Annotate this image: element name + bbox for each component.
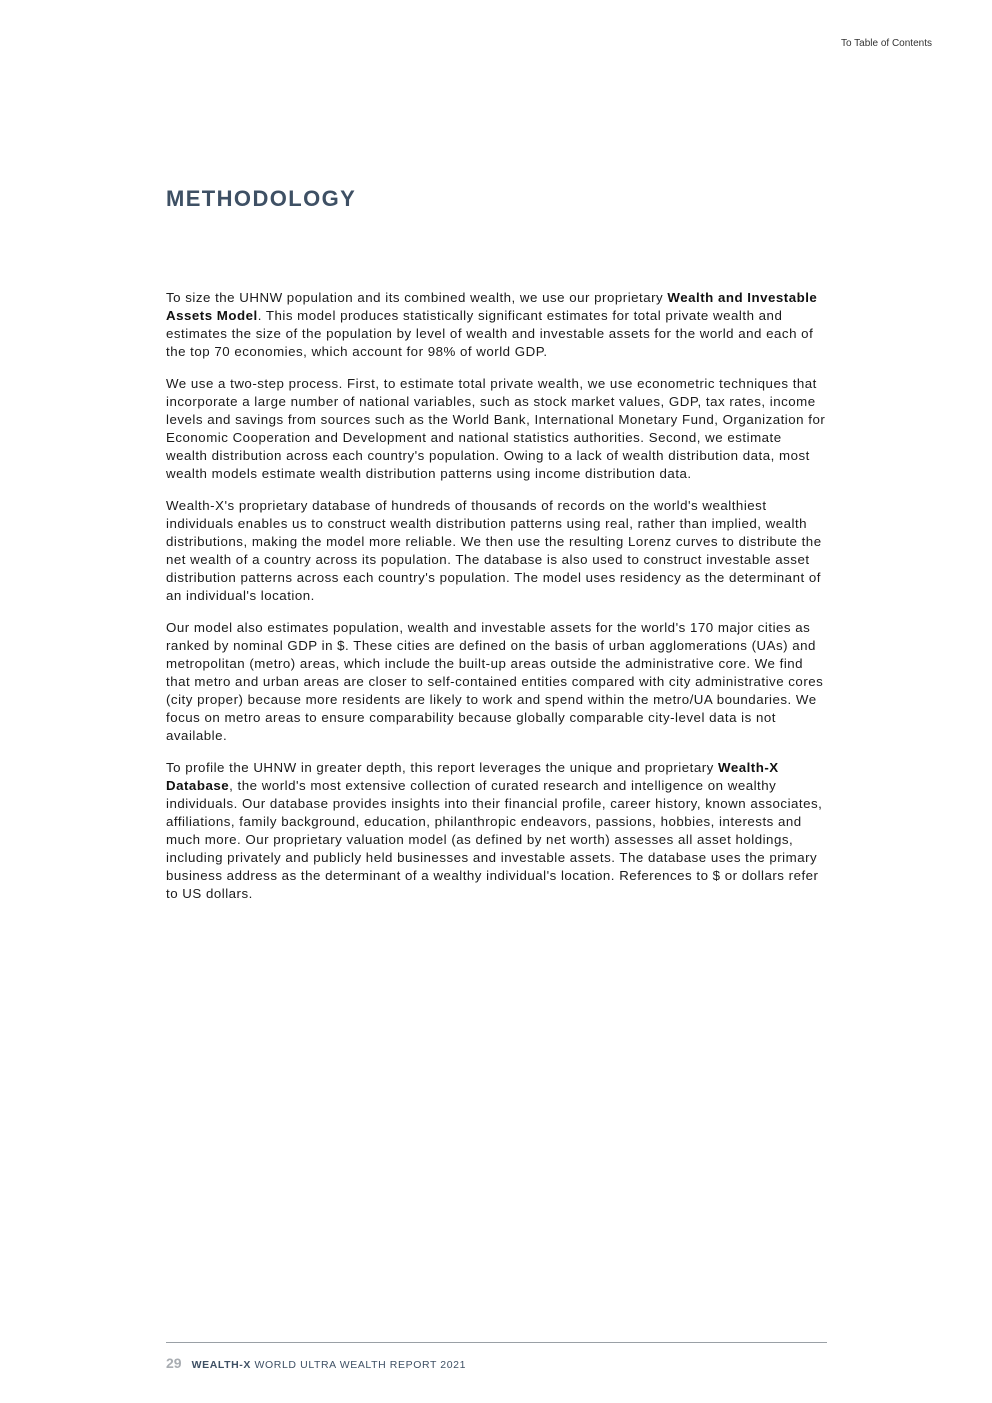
- paragraph-text: , the world's most extensive collection of curated research and intelligence on wealthy individuals. Our database provides insights into their financial profile, career history, known associates, affiliations, family background, education, philanthropic endeavors, passions, hobbies, interests and much more. Our proprietary valuation model (as defined by net worth) assesses all asset holdings, including privately and publicly held businesses and investable assets. The database uses the primary business address as the determinant of a wealthy individual's location. References to $ or dollars refer to US dollars.: [166, 778, 823, 901]
- paragraph-text: To size the UHNW population and its combined wealth, we use our proprietary: [166, 290, 668, 305]
- brand-name: WEALTH-X: [191, 1359, 252, 1371]
- footer: [166, 1355, 466, 1371]
- footer-divider: [166, 1342, 827, 1343]
- page-title: METHODOLOGY: [166, 186, 357, 211]
- paragraph-two-step-process: We use a two-step process. First, to estimate total private wealth, we use econometric techniques that incorporate a large number of national variables, such as stock market values, GDP, tax rates, income levels and savings from sources such as the World Bank, International Monetary Fund, Organization for Economic Cooperation and Development and national statistics authorities. Second, we estimate wealth distribution across each country's population. Owing to a lack of wealth distribution data, most wealth models estimate wealth distribution patterns using income distribution data.: [166, 376, 826, 481]
- paragraph-wealth-model: [166, 289, 826, 361]
- paragraph-uhnw-profile: [166, 759, 826, 903]
- paragraph-major-cities: Our model also estimates population, wealth and investable assets for the world's 170 major cities as ranked by nominal GDP in $. These cities are defined on the basis of urban agglomerations (UAs) and metropolitan (metro) areas, which include the built-up areas outside the administrative core. We find that metro and urban areas are closer to self-contained entities compared with city administrative cores (city proper) because more residents are likely to work and spend within the metro/UA boundaries. We focus on metro areas to ensure comparability because globally comparable city-level data is not available.: [166, 620, 824, 743]
- paragraph-database-distribution: Wealth-X's proprietary database of hundreds of thousands of records on the world's wealthiest individuals enables us to construct wealth distribution patterns using real, rather than implied, wealth distributions, making the model more reliable. We then use the resulting Lorenz curves to distribute the net wealth of a country across its population. The database is also used to construct investable asset distribution patterns across each country's population. The model uses residency as the determinant of an individual's location.: [166, 498, 822, 603]
- table-of-contents-link[interactable]: To Table of Contents: [841, 38, 932, 49]
- report-title: [192, 1359, 466, 1371]
- body-text: [166, 289, 826, 917]
- paragraph-text: To profile the UHNW in greater depth, this report leverages the unique and proprietary: [166, 760, 719, 775]
- paragraph-text: . This model produces statistically significant estimates for total private wealth and estimates the size of the population by level of wealth and investable assets for the world and each of the top 70 economies, which account for 98% of world GDP.: [166, 308, 814, 359]
- report-name: WORLD ULTRA WEALTH REPORT 2021: [251, 1359, 467, 1371]
- bold-term: Wealth-X Database: [166, 760, 779, 793]
- page-number: 29: [166, 1355, 182, 1371]
- bold-term: Wealth and Investable Assets Model: [166, 290, 818, 323]
